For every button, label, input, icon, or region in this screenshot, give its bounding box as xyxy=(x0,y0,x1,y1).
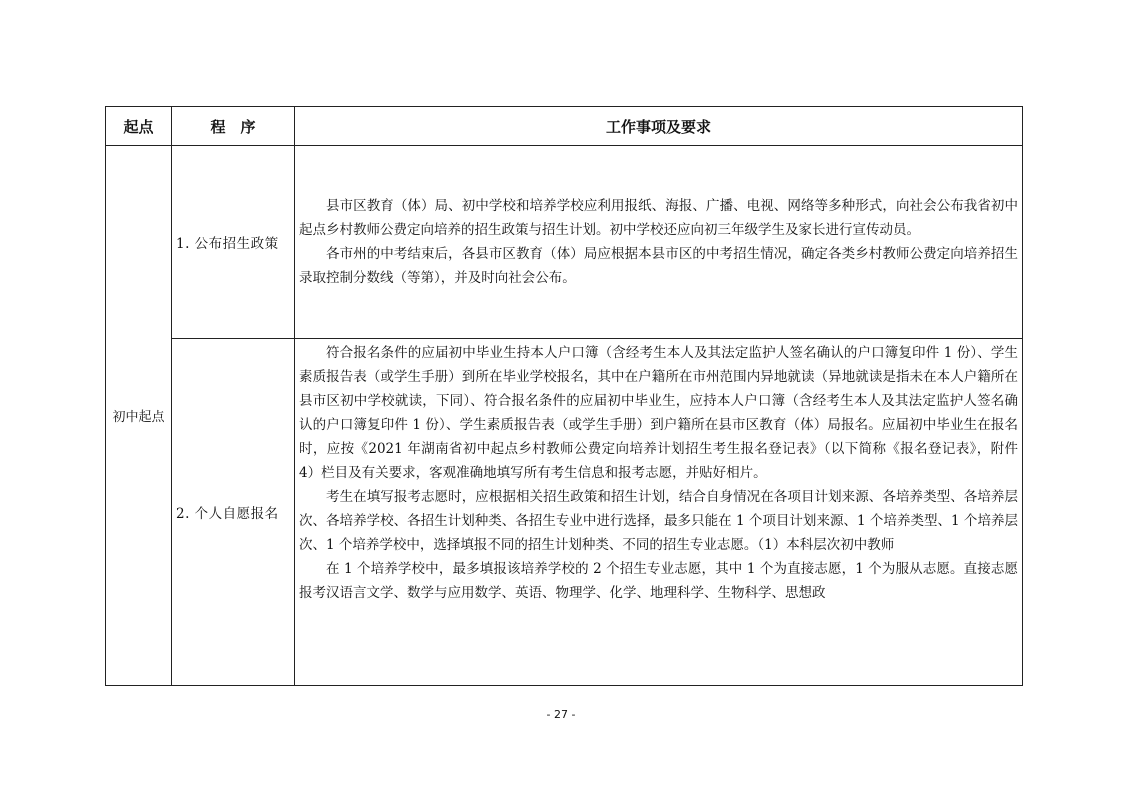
header-start: 起点 xyxy=(106,107,172,146)
table-row xyxy=(106,339,1023,686)
procedure-label: 2. 个人自愿报名 xyxy=(176,506,279,522)
header-procedure: 程 序 xyxy=(172,107,295,146)
procedure-cell xyxy=(172,146,295,339)
requirements-cell xyxy=(295,146,1023,339)
procedure-table xyxy=(105,106,1023,686)
procedure-cell xyxy=(172,339,295,686)
procedure-label: 1. 公布招生政策 xyxy=(176,236,279,252)
start-point-label: 初中起点 xyxy=(112,410,165,425)
requirement-paragraph: 各市州的中考结束后，各县市区教育（体）局应根据本县市区的中考招生情况，确定各类乡村教师公费定向培养招生录取控制分数线（等第），并及时向社会公布。 xyxy=(299,246,1018,286)
requirement-paragraph: 考生在填写报考志愿时，应根据相关招生政策和招生计划，结合自身情况在各项目计划来源、各培养类型、各培养层次、各培养学校、各招生计划种类、各招生专业中进行选择，最多只能在 1 个项目计划来源、1 个培养类型、1 个培养层次、1 个培养学校中，选择填报不同的招生计划种类、不同的招生专业志愿。（1）本科层次初中教师 xyxy=(299,489,1018,553)
page-number: - 27 - xyxy=(546,708,576,721)
requirements-cell xyxy=(295,339,1023,686)
table-header-row xyxy=(106,107,1023,146)
start-point-cell xyxy=(106,146,172,686)
requirement-paragraph: 符合报名条件的应届初中毕业生持本人户口簿（含经考生本人及其法定监护人签名确认的户口簿复印件 1 份）、学生素质报告表（或学生手册）到所在毕业学校报名，其中在户籍所在市州范围内异地就读（异地就读是指未在本人户籍所在县市区初中学校就读，下同）、符合报名条件的应届初中毕业生，应持本人户口簿（含经考生本人及其法定监护人签名确认的户口簿复印件 1 份）、学生素质报告表（或学生手册）到户籍所在县市区教育（体）局报名。应届初中毕业生在报名时，应按《2021 年湖南省初中起点乡村教师公费定向培养计划招生考生报名登记表》（以下简称《报名登记表》，附件 4）栏目及有关要求，客观准确地填写所有考生信息和报考志愿，并贴好相片。 xyxy=(299,345,1018,481)
requirement-paragraph: 县市区教育（体）局、初中学校和培养学校应利用报纸、海报、广播、电视、网络等多种形式，向社会公布我省初中起点乡村教师公费定向培养的招生政策与招生计划。初中学校还应向初三年级学生及家长进行宣传动员。 xyxy=(299,198,1018,238)
table-row xyxy=(106,146,1023,339)
header-requirements: 工作事项及要求 xyxy=(295,107,1023,146)
requirement-paragraph: 在 1 个培养学校中，最多填报该培养学校的 2 个招生专业志愿，其中 1 个为直接志愿，1 个为服从志愿。直接志愿报考汉语言文学、数学与应用数学、英语、物理学、化学、地理科学、生物科学、思想政 xyxy=(299,561,1018,601)
